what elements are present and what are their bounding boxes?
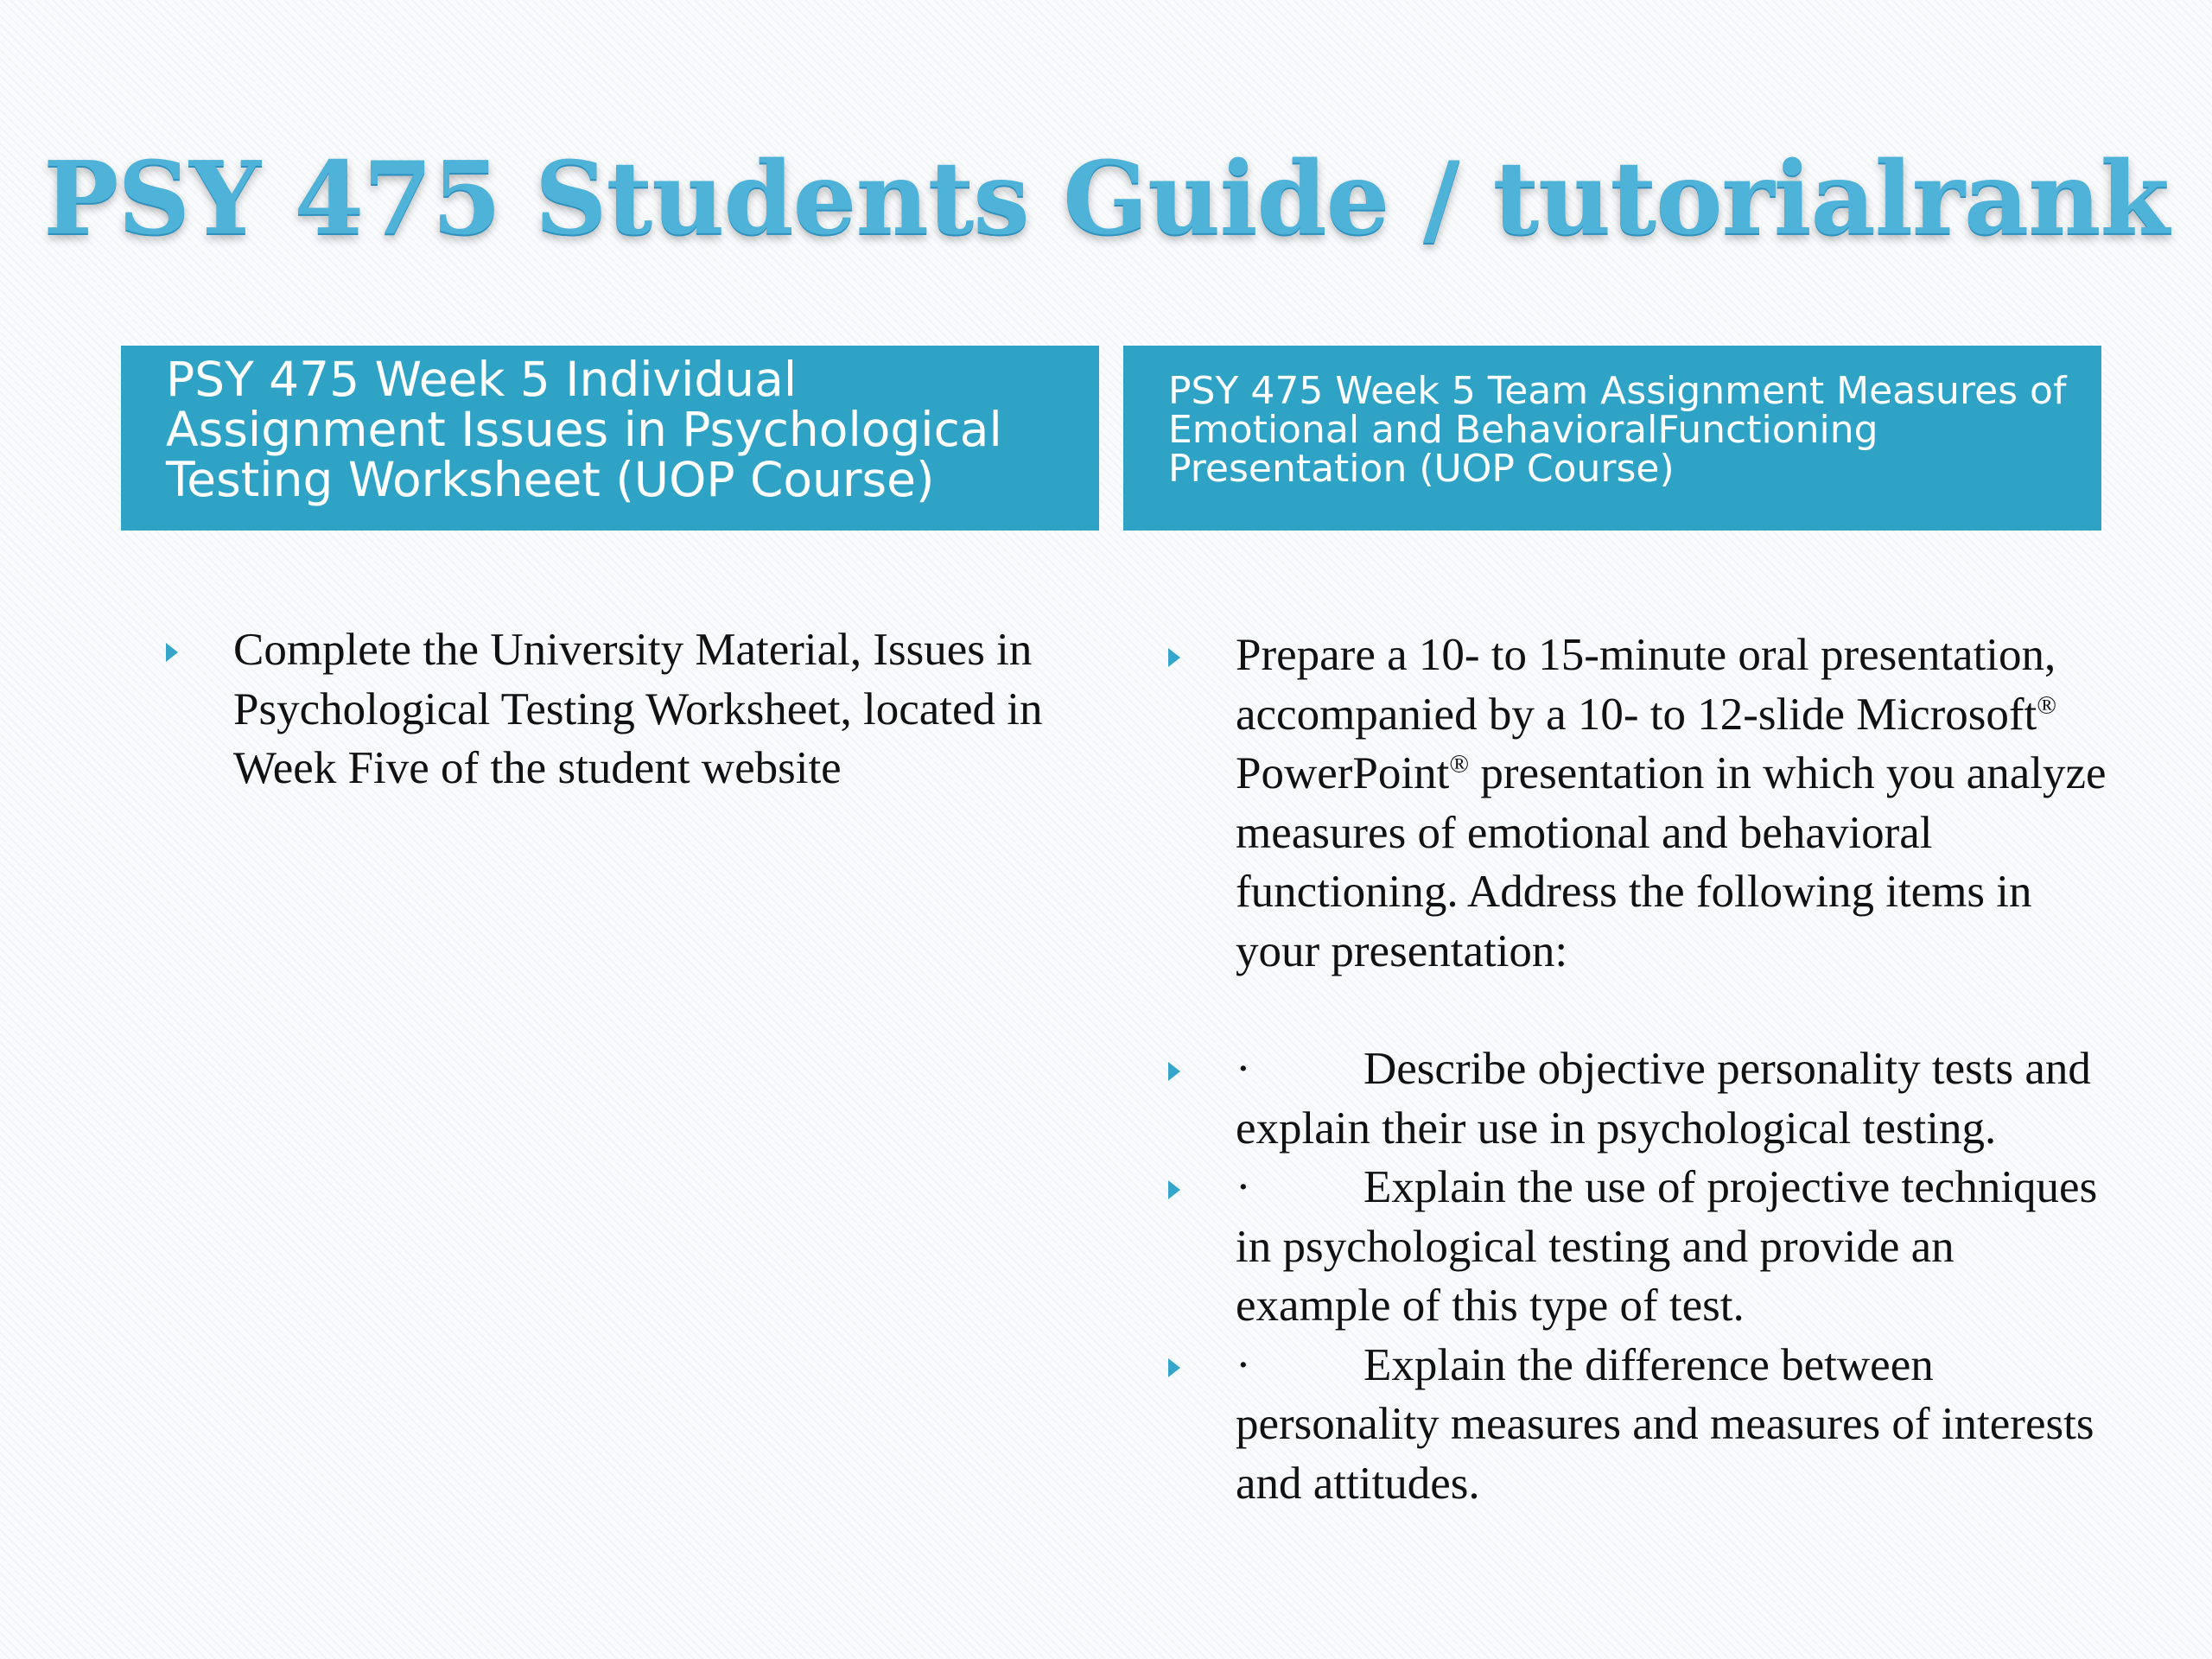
list-item <box>1166 1158 2117 1336</box>
bullet-text: Explain the difference between personality measures and measures of interests and attitudes. <box>1236 1339 2094 1509</box>
triangle-bullet-icon <box>1168 1062 1180 1081</box>
left-column-header: PSY 475 Week 5 Individual Assignment Issues in Psychological Testing Worksheet (UOP Course) <box>121 346 1099 531</box>
bullet-text-part: Prepare a 10- to 15-minute oral presentation, accompanied by a 10- to 12-slide Microsoft <box>1236 630 2056 740</box>
list-item <box>1166 1039 2117 1158</box>
right-column-header: PSY 475 Week 5 Team Assignment Measures of Emotional and BehavioralFunctioning Presentation (UOP Course) <box>1123 346 2101 531</box>
item-marker: · <box>1236 1044 1251 1094</box>
left-column-bullets <box>164 620 1115 798</box>
bullet-text-part: presentation in which you analyze measures of emotional and behavioral functioning. Address the following items in your presentation: <box>1236 748 2107 976</box>
triangle-bullet-icon <box>1168 648 1180 667</box>
registered-mark: ® <box>2037 690 2057 719</box>
registered-mark: ® <box>1449 749 1470 779</box>
bullet-text: Explain the use of projective techniques in psychological testing and provide an example of this type of test. <box>1236 1162 2098 1331</box>
item-marker: · <box>1236 1162 1251 1212</box>
triangle-bullet-icon <box>166 643 178 662</box>
triangle-bullet-icon <box>1168 1180 1180 1199</box>
list-item <box>1166 1336 2117 1514</box>
right-column-bullets <box>1166 626 2117 1513</box>
bullet-text-part: PowerPoint <box>1236 748 1450 798</box>
bullet-text: Describe objective personality tests and explain their use in psychological testing. <box>1236 1044 2091 1154</box>
bullet-text: Complete the University Material, Issues in Psychological Testing Worksheet, located in Week Five of the student website <box>233 625 1043 793</box>
list-item <box>1166 626 2117 981</box>
slide-title: PSY 475 Students Guide / tutorialrank <box>43 140 2169 257</box>
list-item <box>164 620 1141 798</box>
item-marker: · <box>1236 1339 1251 1390</box>
triangle-bullet-icon <box>1168 1358 1180 1377</box>
